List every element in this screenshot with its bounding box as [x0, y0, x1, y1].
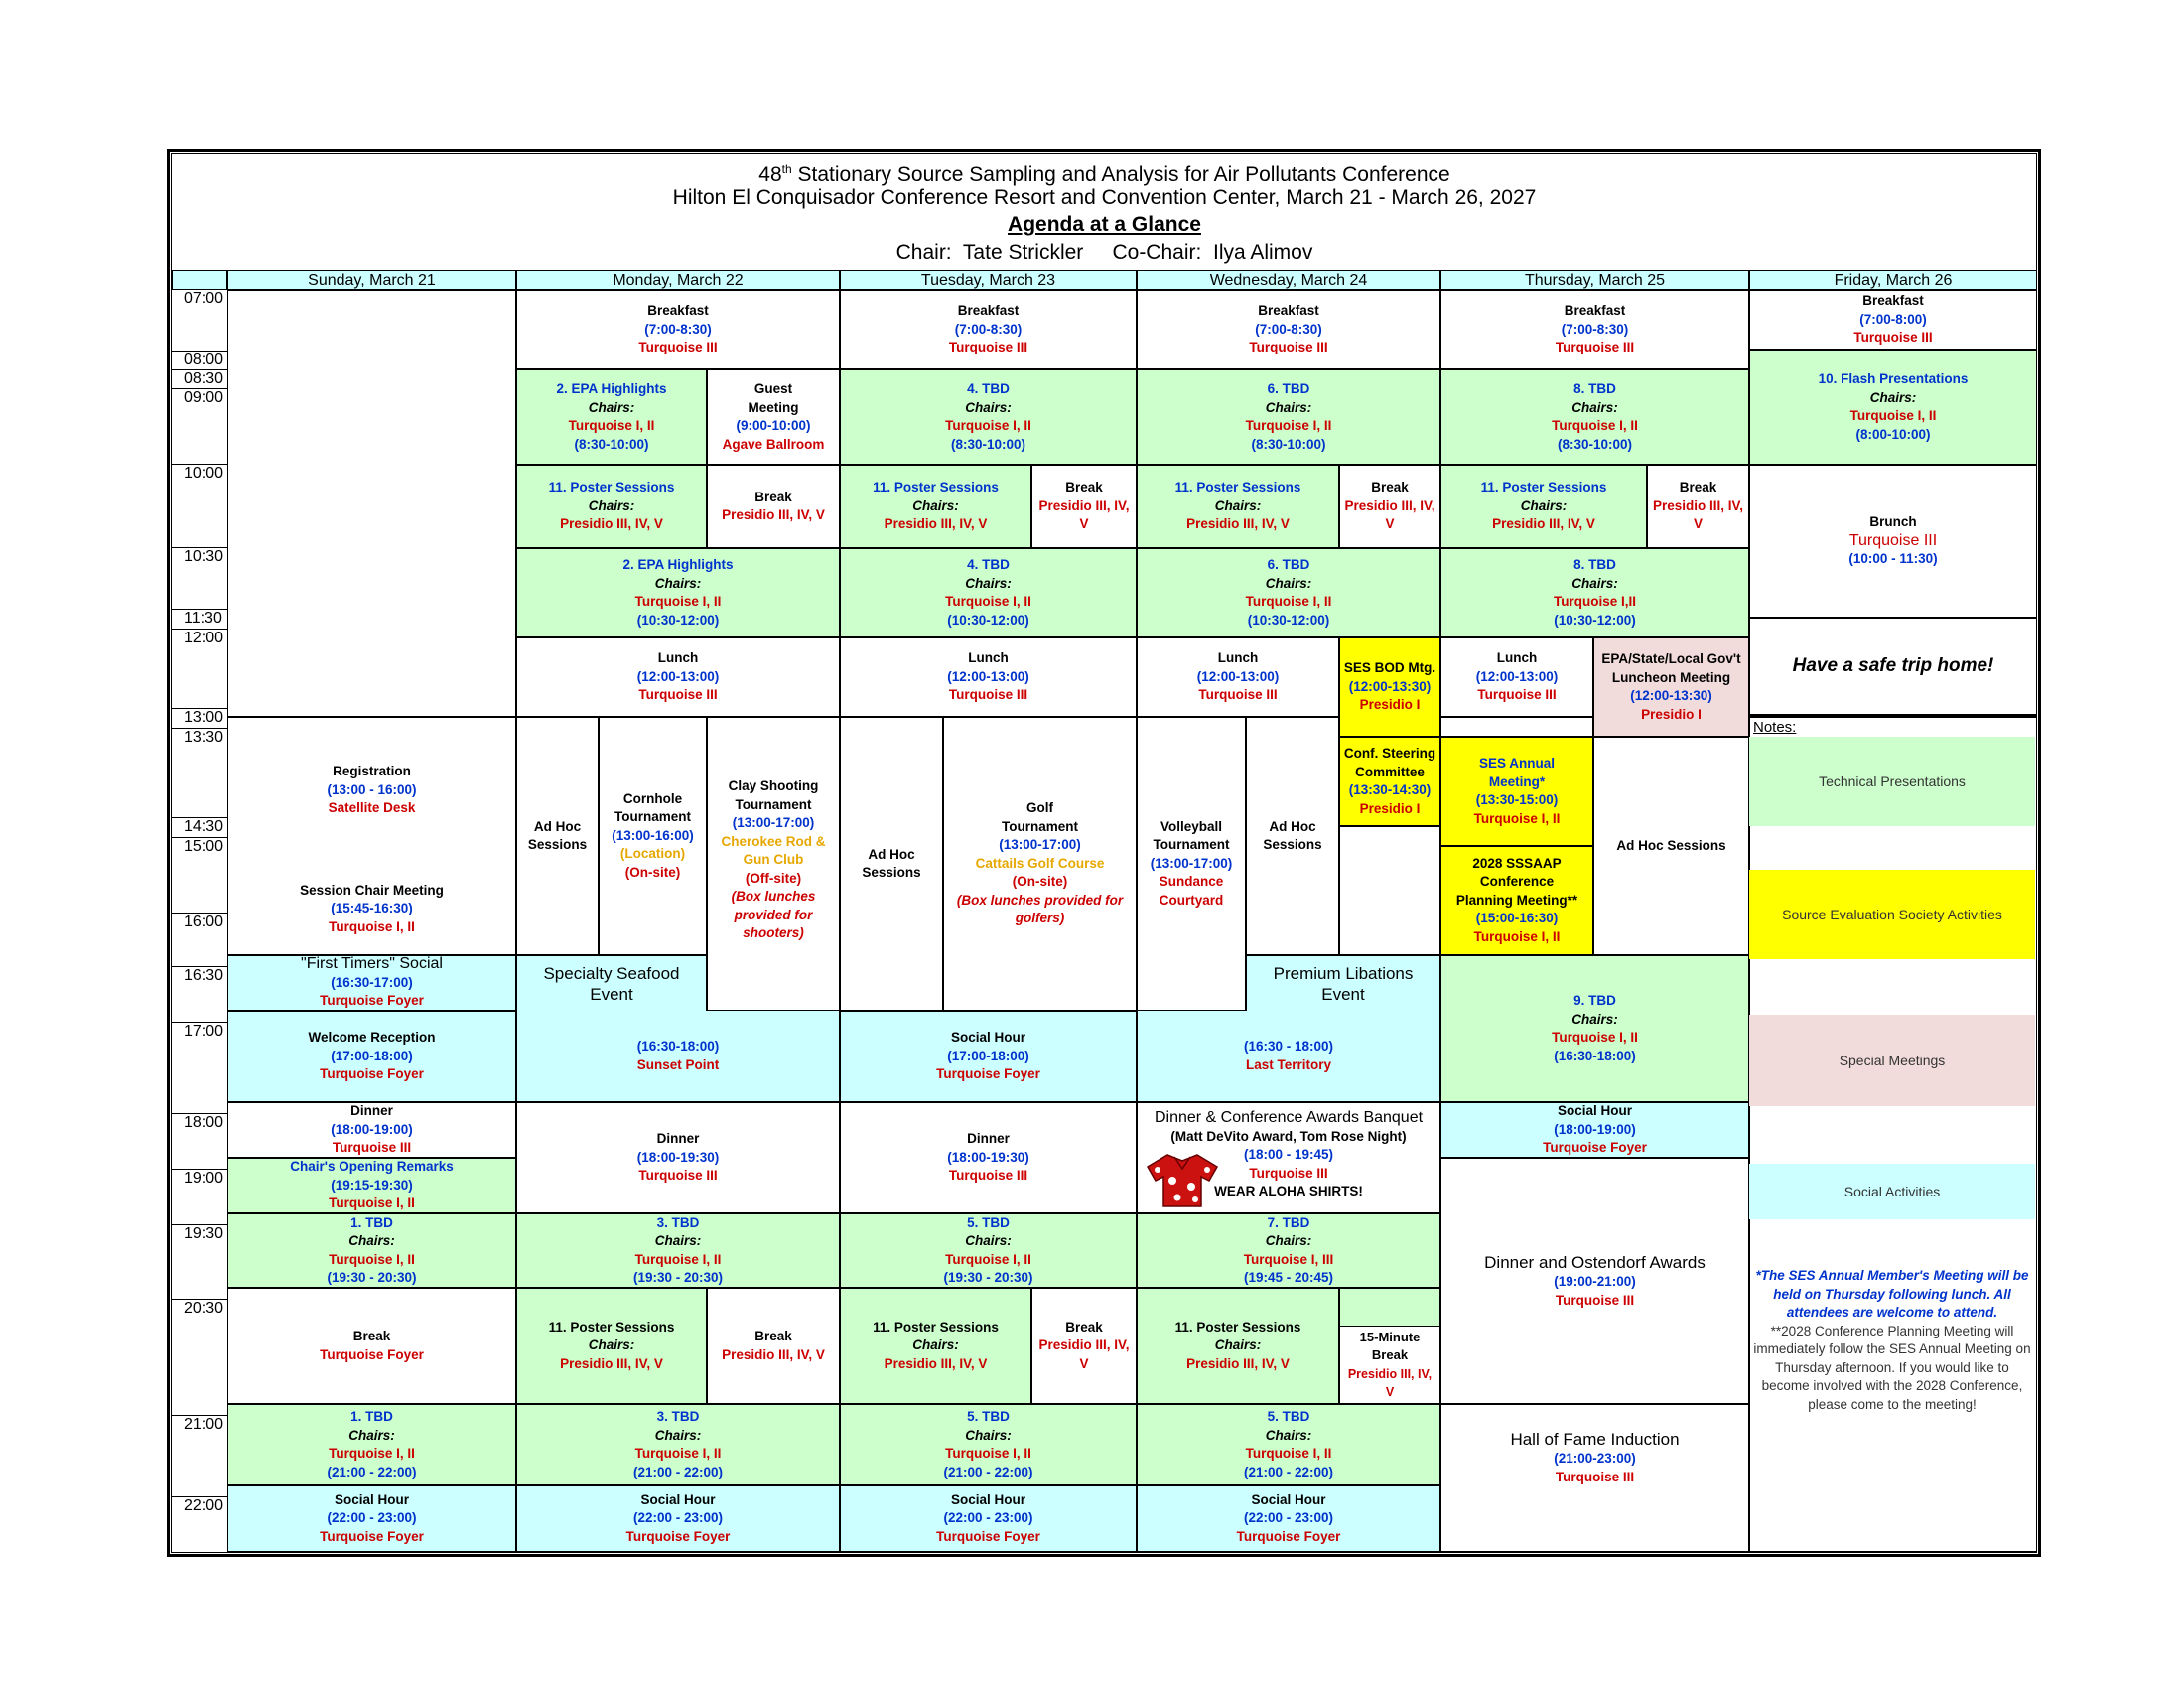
wednesday-afternoon-empty	[1339, 826, 1440, 955]
thursday-social-hour: Social Hour (18:00-19:00) Turquoise Foyer	[1440, 1102, 1749, 1158]
time-1930: 19:30	[172, 1225, 227, 1300]
sunday-session-1a: 1. TBD Chairs: Turquoise I, II (19:30 - 20:30)	[227, 1213, 516, 1288]
friday-brunch: Brunch Turquoise III (10:00 - 11:30)	[1749, 465, 2037, 618]
thursday-poster-sessions-am: 11. Poster Sessions Chairs: Presidio III, IV, V	[1440, 465, 1647, 548]
note-ses-meeting: *The SES Annual Member's Meeting will be held on Thursday following lunch. All attendees are welcome to attend.	[1755, 1268, 2029, 1320]
sunday-registration-block: Registration (13:00 - 16:00) Satellite Desk Session Chair Meeting (15:45-16:30) Turquoise I, II	[227, 717, 516, 955]
tuesday-break-am: Break Presidio III, IV, V	[1031, 465, 1137, 548]
notes-text	[1751, 1267, 2033, 1414]
monday-cornhole-tournament: Cornhole Tournament (13:00-16:00) (Location) (On-site)	[599, 717, 707, 955]
monday-lunch: Lunch (12:00-13:00) Turquoise III	[516, 637, 840, 717]
notes-label: Notes:	[1753, 719, 1797, 736]
day-header-tuesday: Tuesday, March 23	[840, 270, 1137, 290]
time-0700: 07:00	[172, 290, 227, 352]
time-1300: 13:00	[172, 709, 227, 729]
time-1330: 13:30	[172, 729, 227, 818]
time-1700: 17:00	[172, 1023, 227, 1114]
conference-title: 48th Stationary Source Sampling and Analysis for Air Pollutants Conference	[758, 162, 1450, 186]
time-1000: 10:00	[172, 465, 227, 548]
aloha-shirt-icon	[1146, 1151, 1219, 1208]
day-header-blank	[172, 270, 227, 290]
time-1600: 16:00	[172, 914, 227, 967]
wednesday-adhoc-sessions: Ad Hoc Sessions	[1246, 717, 1339, 955]
tuesday-social-hour: Social Hour (17:00-18:00) Turquoise Foyer	[840, 1011, 1137, 1102]
monday-adhoc-sessions: Ad Hoc Sessions	[516, 717, 599, 955]
monday-dinner: Dinner (18:00-19:30) Turquoise III	[516, 1102, 840, 1213]
wednesday-social-hour: Social Hour (22:00 - 23:00) Turquoise Foyer	[1137, 1485, 1440, 1552]
note-planning-meeting: **2028 Conference Planning Meeting will immediately follow the SES Annual Meeting on Thursday afternoon. If you would like to become involved with the 2028 Conference, please come to the meeting!	[1753, 1323, 2031, 1412]
sunday-chair-remarks: Chair's Opening Remarks (19:15-19:30) Turquoise I, II	[227, 1158, 516, 1213]
sunday-social-hour: Social Hour (22:00 - 23:00) Turquoise Foyer	[227, 1485, 516, 1552]
tuesday-break-pm: Break Presidio III, IV, V	[1031, 1288, 1137, 1404]
wednesday-poster-sessions-am: 11. Poster Sessions Chairs: Presidio III, IV, V	[1137, 465, 1339, 548]
legend-technical-presentations: Technical Presentations	[1749, 737, 2035, 826]
time-2200: 22:00	[184, 1497, 224, 1514]
time-1030: 10:30	[172, 548, 227, 610]
wednesday-session-5b: 5. TBD Chairs: Turquoise I, II (21:00 - 22:00)	[1137, 1404, 1440, 1485]
thursday-ses-annual-meeting: SES Annual Meeting* (13:30-15:00) Turquoise I, II	[1440, 737, 1593, 846]
wednesday-ses-bod-meeting: SES BOD Mtg. (12:00-13:30) Presidio I	[1339, 637, 1440, 737]
wednesday-libations-event-title: Premium Libations Event	[1246, 955, 1440, 1011]
thursday-lunch: Lunch (12:00-13:00) Turquoise III	[1440, 637, 1593, 717]
tuesday-dinner: Dinner (18:00-19:30) Turquoise III	[840, 1102, 1137, 1213]
wednesday-session-7: 7. TBD Chairs: Turquoise I, III (19:45 - 20:45)	[1137, 1213, 1440, 1288]
wednesday-volleyball-tournament: Volleyball Tournament (13:00-17:00) Sundance Courtyard	[1137, 717, 1246, 1011]
friday-breakfast: Breakfast (7:00-8:00) Turquoise III	[1749, 290, 2037, 350]
tuesday-lunch: Lunch (12:00-13:00) Turquoise III	[840, 637, 1137, 717]
legend-social-activities: Social Activities	[1749, 1164, 2035, 1219]
venue-line: Hilton El Conquisador Conference Resort and Convention Center, March 21 - March 26, 2027	[672, 186, 1537, 209]
time-2100: 21:00	[172, 1416, 227, 1497]
thursday-1300-empty	[1440, 717, 1593, 737]
sunday-session-1b: 1. TBD Chairs: Turquoise I, II (21:00 - 22:00)	[227, 1404, 516, 1485]
time-column	[172, 290, 228, 1552]
day-header-friday: Friday, March 26	[1749, 270, 2037, 290]
wednesday-libations-event-details: (16:30 - 18:00) Last Territory	[1137, 1011, 1440, 1102]
time-1630: 16:30	[172, 967, 227, 1023]
tuesday-session-4a: 4. TBD Chairs: Turquoise I, II (8:30-10:00)	[840, 369, 1137, 465]
wednesday-break-am: Break Presidio III, IV, V	[1339, 465, 1440, 548]
wednesday-awards-banquet: Dinner & Conference Awards Banquet (Matt DeVito Award, Tom Rose Night) (18:00 - 19:45) Turquoise III WEAR ALOHA SHIRTS!	[1137, 1102, 1440, 1213]
monday-social-hour: Social Hour (22:00 - 23:00) Turquoise Foyer	[516, 1485, 840, 1552]
monday-session-3a: 3. TBD Chairs: Turquoise I, II (19:30 - 20:30)	[516, 1213, 840, 1288]
monday-seafood-event-title: Specialty Seafood Event	[516, 955, 707, 1011]
wednesday-session-6b: 6. TBD Chairs: Turquoise I, II (10:30-12:00)	[1137, 548, 1440, 637]
legend-special-meetings: Special Meetings	[1749, 1015, 2035, 1106]
day-header-sunday: Sunday, March 21	[227, 270, 516, 290]
friday-flash-presentations: 10. Flash Presentations Chairs: Turquoise I, II (8:00-10:00)	[1749, 350, 2037, 465]
sunday-first-timers: "First Timers" Social (16:30-17:00) Turquoise Foyer	[227, 955, 516, 1011]
monday-seafood-event-details: (16:30-18:00) Sunset Point	[516, 1011, 840, 1102]
tuesday-breakfast: Breakfast (7:00-8:30) Turquoise III	[840, 290, 1137, 369]
thursday-hall-of-fame: Hall of Fame Induction (21:00-23:00) Turquoise III	[1440, 1404, 1749, 1552]
monday-session-3b: 3. TBD Chairs: Turquoise I, II (21:00 - 22:00)	[516, 1404, 840, 1485]
day-header-thursday: Thursday, March 25	[1440, 270, 1749, 290]
thursday-ostendorf-awards: Dinner and Ostendorf Awards (19:00-21:00) Turquoise III	[1440, 1158, 1749, 1404]
tuesday-poster-sessions-am: 11. Poster Sessions Chairs: Presidio III, IV, V	[840, 465, 1031, 548]
wednesday-poster-sessions-pm: 11. Poster Sessions Chairs: Presidio III, IV, V	[1137, 1288, 1339, 1404]
time-1900: 19:00	[172, 1170, 227, 1225]
day-header-wednesday: Wednesday, March 24	[1137, 270, 1440, 290]
time-1800: 18:00	[172, 1114, 227, 1170]
thursday-session-8b: 8. TBD Chairs: Turquoise I,II (10:30-12:00)	[1440, 548, 1749, 637]
monday-break-am: Break Presidio III, IV, V	[707, 465, 840, 548]
day-header-monday: Monday, March 22	[516, 270, 840, 290]
wednesday-session-7-overflow	[1339, 1288, 1440, 1326]
wednesday-lunch: Lunch (12:00-13:00) Turquoise III	[1137, 637, 1339, 717]
thursday-session-9: 9. TBD Chairs: Turquoise I, II (16:30-18:00)	[1440, 955, 1749, 1102]
time-1200: 12:00	[172, 630, 227, 709]
time-2030: 20:30	[172, 1300, 227, 1416]
time-0800: 08:00	[172, 352, 227, 370]
monday-clay-shooting: Clay Shooting Tournament (13:00-17:00) Cherokee Rod & Gun Club (Off-site) (Box lunches provided for shooters)	[707, 717, 840, 1011]
sunday-break: Break Turquoise Foyer	[227, 1288, 516, 1404]
tuesday-golf-tournament: Golf Tournament (13:00-17:00) Cattails Golf Course (On-site) (Box lunches provided for golfers)	[943, 717, 1137, 1011]
thursday-planning-meeting: 2028 SSSAAP Conference Planning Meeting** (15:00-16:30) Turquoise I, II	[1440, 846, 1593, 955]
time-1500: 15:00	[172, 838, 227, 914]
tuesday-adhoc-sessions: Ad Hoc Sessions	[840, 717, 943, 1011]
wednesday-session-6a: 6. TBD Chairs: Turquoise I, II (8:30-10:00)	[1137, 369, 1440, 465]
wednesday-15min-break: 15-Minute Break Presidio III, IV, V	[1339, 1326, 1440, 1404]
agenda-title: Agenda at a Glance	[1008, 213, 1201, 236]
tuesday-session-5a: 5. TBD Chairs: Turquoise I, II (19:30 - 20:30)	[840, 1213, 1137, 1288]
legend-ses-activities: Source Evaluation Society Activities	[1749, 870, 2035, 959]
time-0900: 09:00	[172, 389, 227, 465]
thursday-adhoc-sessions: Ad Hoc Sessions	[1593, 737, 1749, 955]
monday-poster-sessions-pm: 11. Poster Sessions Chairs: Presidio III, IV, V	[516, 1288, 707, 1404]
wednesday-steering-committee: Conf. Steering Committee (13:30-14:30) Presidio I	[1339, 737, 1440, 826]
thursday-epa-luncheon: EPA/State/Local Gov't Luncheon Meeting (12:00-13:30) Presidio I	[1593, 637, 1749, 737]
tuesday-session-5b: 5. TBD Chairs: Turquoise I, II (21:00 - 22:00)	[840, 1404, 1137, 1485]
thursday-session-8a: 8. TBD Chairs: Turquoise I, II (8:30-10:00)	[1440, 369, 1749, 465]
monday-epa-highlights-1: 2. EPA Highlights Chairs: Turquoise I, II (8:30-10:00)	[516, 369, 707, 465]
time-1430: 14:30	[172, 818, 227, 838]
friday-safe-trip: Have a safe trip home!	[1749, 618, 2037, 717]
monday-break-pm: Break Presidio III, IV, V	[707, 1288, 840, 1404]
monday-guest-meeting: Guest Meeting (9:00-10:00) Agave Ballroom	[707, 369, 840, 465]
thursday-break-am: Break Presidio III, IV, V	[1647, 465, 1749, 548]
monday-epa-highlights-2: 2. EPA Highlights Chairs: Turquoise I, II (10:30-12:00)	[516, 548, 840, 637]
sunday-welcome-reception: Welcome Reception (17:00-18:00) Turquoise Foyer	[227, 1011, 516, 1102]
thursday-breakfast: Breakfast (7:00-8:30) Turquoise III	[1440, 290, 1749, 369]
sunday-morning-empty	[227, 290, 516, 717]
wednesday-breakfast: Breakfast (7:00-8:30) Turquoise III	[1137, 290, 1440, 369]
tuesday-social-hour-late: Social Hour (22:00 - 23:00) Turquoise Foyer	[840, 1485, 1137, 1552]
tuesday-poster-sessions-pm: 11. Poster Sessions Chairs: Presidio III, IV, V	[840, 1288, 1031, 1404]
sunday-dinner: Dinner (18:00-19:00) Turquoise III	[227, 1102, 516, 1158]
tuesday-session-4b: 4. TBD Chairs: Turquoise I, II (10:30-12:00)	[840, 548, 1137, 637]
time-0830: 08:30	[172, 370, 227, 389]
time-1130: 11:30	[172, 610, 227, 630]
chair-line: Chair: Tate Strickler Co-Chair: Ilya Alimov	[895, 241, 1313, 264]
monday-poster-sessions-am: 11. Poster Sessions Chairs: Presidio III, IV, V	[516, 465, 707, 548]
monday-breakfast: Breakfast (7:00-8:30) Turquoise III	[516, 290, 840, 369]
notes-panel	[1749, 717, 2037, 1552]
